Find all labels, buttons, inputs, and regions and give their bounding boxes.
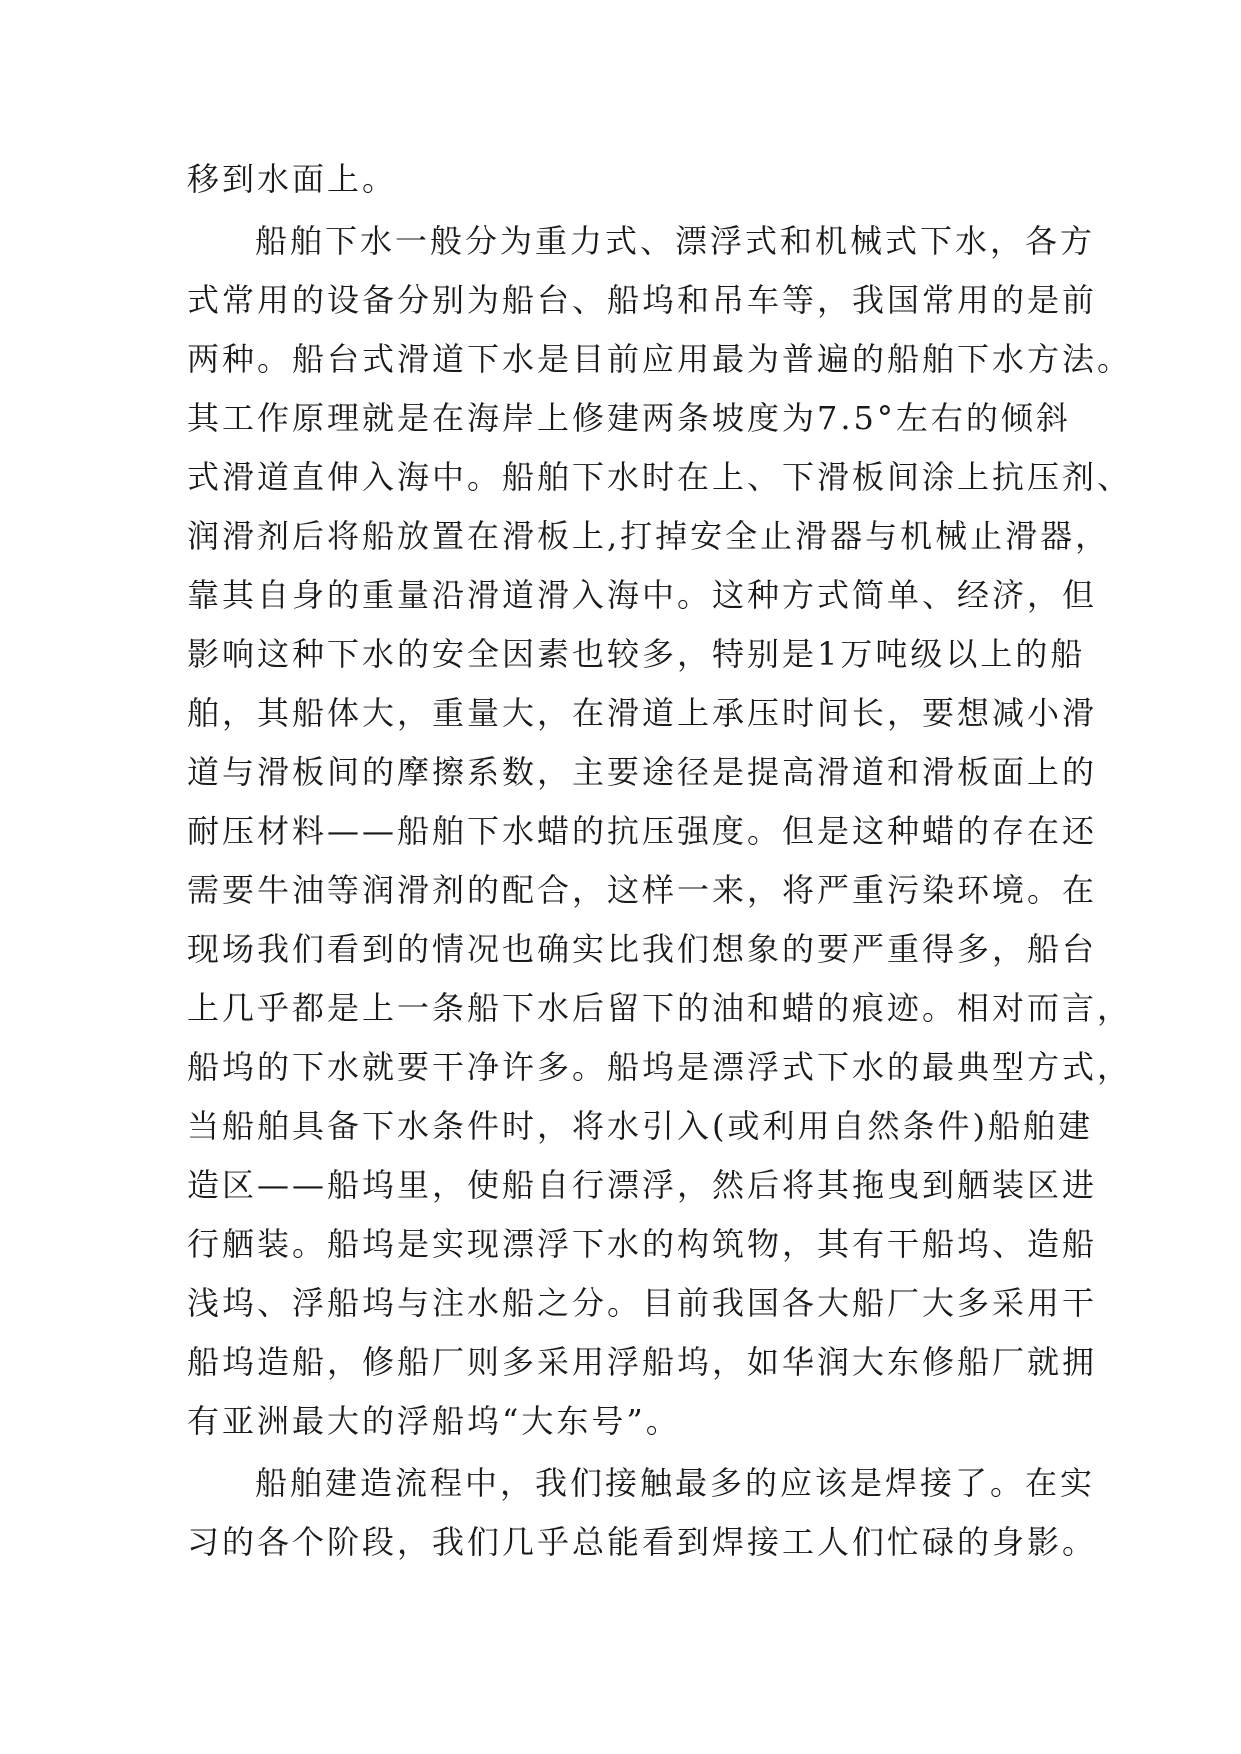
text-line: 需要牛油等润滑剂的配合，这样一来，将严重污染环境。在 xyxy=(187,871,1098,909)
text-line: 行舾装。船坞是实现漂浮下水的构筑物，其有干船坞、造船 xyxy=(187,1225,1098,1263)
text-line: 浅坞、浮船坞与注水船之分。目前我国各大船厂大多采用干 xyxy=(187,1284,1098,1322)
text-line: 上几乎都是上一条船下水后留下的油和蜡的痕迹。相对而言， xyxy=(187,989,1133,1027)
text-line: 舶，其船体大，重量大，在滑道上承压时间长，要想减小滑 xyxy=(187,694,1098,732)
text-line: 习的各个阶段，我们几乎总能看到焊接工人们忙碌的身影。 xyxy=(187,1523,1098,1561)
text-line: 道与滑板间的摩擦系数，主要途径是提高滑道和滑板面上的 xyxy=(187,753,1098,791)
text-line: 两种。船台式滑道下水是目前应用最为普遍的船舶下水方法。 xyxy=(187,340,1133,378)
text-line: 当船舶具备下水条件时，将水引入(或利用自然条件)船舶建 xyxy=(187,1107,1093,1145)
text-line: 润滑剂后将船放置在滑板上,打掉安全止滑器与机械止滑器， xyxy=(187,517,1111,555)
text-line: 影响这种下水的安全因素也较多，特别是1万吨级以上的船 xyxy=(187,635,1086,673)
text-line: 耐压材料——船舶下水蜡的抗压强度。但是这种蜡的存在还 xyxy=(187,812,1098,850)
text-line: 船舶下水一般分为重力式、漂浮式和机械式下水，各方 xyxy=(255,222,1096,260)
text-line: 现场我们看到的情况也确实比我们想象的要严重得多，船台 xyxy=(187,930,1098,968)
text-line: 造区——船坞里，使船自行漂浮，然后将其拖曳到舾装区进 xyxy=(187,1166,1098,1204)
text-line: 靠其自身的重量沿滑道滑入海中。这种方式简单、经济，但 xyxy=(187,576,1098,614)
text-line: 式常用的设备分别为船台、船坞和吊车等，我国常用的是前 xyxy=(187,281,1098,319)
text-line: 移到水面上。 xyxy=(187,160,398,198)
text-line: 式滑道直伸入海中。船舶下水时在上、下滑板间涂上抗压剂、 xyxy=(187,458,1133,496)
text-line: 其工作原理就是在海岸上修建两条坡度为7.5°左右的倾斜 xyxy=(187,399,1071,437)
text-line: 船坞的下水就要干净许多。船坞是漂浮式下水的最典型方式， xyxy=(187,1048,1133,1086)
text-line: 船舶建造流程中，我们接触最多的应该是焊接了。在实 xyxy=(255,1464,1096,1502)
text-line: 船坞造船，修船厂则多采用浮船坞，如华润大东修船厂就拥 xyxy=(187,1343,1098,1381)
text-line: 有亚洲最大的浮船坞“大东号”。 xyxy=(187,1402,681,1440)
body-text xyxy=(187,150,1133,1572)
